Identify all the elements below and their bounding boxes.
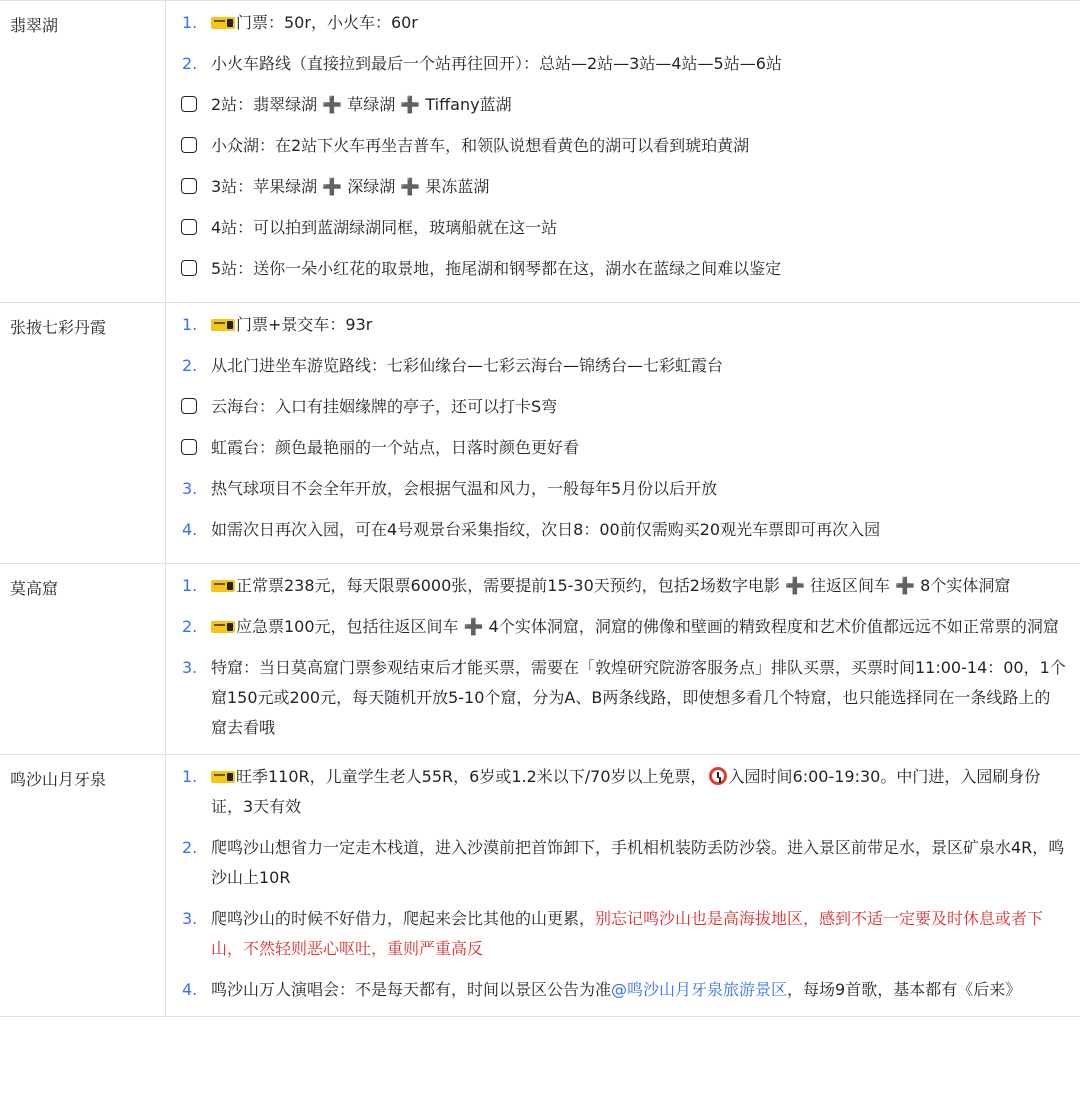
section-name: 张掖七彩丹霞 [0,303,166,563]
list-number: 4. [182,520,198,539]
list-item [180,571,1066,612]
checkbox[interactable] [181,96,197,112]
list-item [180,904,1066,975]
section-body [166,1,1080,302]
list-number: 2. [182,838,198,857]
item-text: 8个实体洞窟 [915,576,1011,595]
item-text: 爬鸣沙山的时候不好借力，爬起来会比其他的山更累， [211,909,596,928]
item-text: 热气球项目不会全年开放，会根据气温和风力，一般每年5月份以后开放 [211,479,718,498]
list-item [180,833,1066,904]
list-number: 1. [182,315,198,334]
list-item [180,8,1066,49]
plus-icon: ➕ [400,95,421,114]
item-text: 旺季110R，儿童学生老人55R，6岁或1.2米以下/70岁以上免票， [236,767,707,786]
list-number: 2. [182,54,198,73]
table-row [0,303,1080,564]
checkbox[interactable] [181,398,197,414]
list-number: 3. [182,909,198,928]
item-text: 小众湖：在2站下火车再坐吉普车，和领队说想看黄色的湖可以看到琥珀黄湖 [211,136,750,155]
checklist-item [180,213,1066,254]
table-row [0,564,1080,755]
list-number: 1. [182,13,198,32]
list-item [180,310,1066,351]
checklist-item [180,254,1066,295]
list-number: 1. [182,767,198,786]
ticket-icon [211,771,235,783]
list-number: 2. [182,356,198,375]
item-text: 深绿湖 [342,177,401,196]
item-text: 如需次日再次入园，可在4号观景台采集指纹，次日8：00前仅需购买20观光车票即可再次入园 [211,520,881,539]
ticket-icon [211,319,235,331]
item-text: 正常票238元，每天限票6000张，需要提前15-30天预约，包括2场数字电影 [236,576,786,595]
checkbox[interactable] [181,137,197,153]
checklist-item [180,392,1066,433]
item-text: 云海台：入口有挂姻缘牌的亭子，还可以打卡S弯 [211,397,558,416]
list-item [180,49,1066,90]
checklist-item [180,172,1066,213]
item-text: Tiffany蓝湖 [420,95,512,114]
section-body [166,564,1080,754]
item-text: 特窟：当日莫高窟门票参观结束后才能买票，需要在「敦煌研究院游客服务点」排队买票，买票时间11:00-14：00，1个窟150元或200元，每天随机开放5-10个窟，分为A、B两条线路，即使想多看几个特窟，也只能选择同在一条线路上的窟去看哦 [211,658,1066,737]
item-text: 门票：50r，小火车：60r [236,13,418,32]
list-item [180,762,1066,833]
list-item [180,653,1066,747]
checkbox[interactable] [181,439,197,455]
checkbox[interactable] [181,260,197,276]
plus-icon: ➕ [322,177,343,196]
item-text: 草绿湖 [342,95,401,114]
ticket-icon [211,580,235,592]
checkbox[interactable] [181,219,197,235]
plus-icon: ➕ [400,177,421,196]
item-text: 爬鸣沙山想省力一定走木栈道，进入沙漠前把首饰卸下，手机相机装防丢防沙袋。进入景区前带足水，景区矿泉水4R，鸣沙山上10R [211,838,1065,887]
ticket-icon [211,17,235,29]
list-item [180,515,1066,556]
plus-icon: ➕ [463,617,484,636]
item-text: 3站：苹果绿湖 [211,177,323,196]
section-name: 翡翠湖 [0,1,166,302]
mention-link[interactable]: @鸣沙山月牙泉旅游景区 [611,980,788,999]
section-name: 鸣沙山月牙泉 [0,755,166,1016]
list-number: 3. [182,658,198,677]
item-text: 5站：送你一朵小红花的取景地，拖尾湖和钢琴都在这，湖水在蓝绿之间难以鉴定 [211,259,782,278]
table-row [0,1,1080,303]
plus-icon: ➕ [785,576,805,595]
item-text: 鸣沙山万人演唱会：不是每天都有，时间以景区公告为准 [211,980,612,999]
item-text: 虹霞台：颜色最艳丽的一个站点，日落时颜色更好看 [211,438,580,457]
list-number: 4. [182,980,198,999]
list-item [180,474,1066,515]
alarm-clock-icon [709,767,727,785]
item-text: 果冻蓝湖 [420,177,490,196]
ticket-icon [211,621,235,633]
item-text: 应急票100元，包括往返区间车 [236,617,464,636]
section-body [166,755,1080,1016]
item-text: 别忘记鸣沙山也是高海拔地区，感到不适一定要及时休息或者下山，不然轻则恶心呕吐，重则严重高反 [211,909,1044,958]
checkbox[interactable] [181,178,197,194]
item-text: 门票+景交车：93r [236,315,373,334]
section-body [166,303,1080,563]
table-row [0,755,1080,1017]
checklist-item [180,131,1066,172]
list-item [180,975,1066,1009]
item-text: 4站：可以拍到蓝湖绿湖同框，玻璃船就在这一站 [211,218,558,237]
item-text: 4个实体洞窟，洞窟的佛像和壁画的精致程度和艺术价值都远远不如正常票的洞窟 [483,617,1059,636]
list-number: 1. [182,576,198,595]
item-text: 2站：翡翠绿湖 [211,95,323,114]
list-item [180,612,1066,653]
list-number: 3. [182,479,198,498]
section-name: 莫高窟 [0,564,166,754]
list-number: 2. [182,617,198,636]
checklist-item [180,433,1066,474]
item-text: 小火车路线（直接拉到最后一个站再往回开）：总站—2站—3站—4站—5站—6站 [211,54,782,73]
item-text: 从北门进坐车游览路线：七彩仙缘台—七彩云海台—锦绣台—七彩虹霞台 [211,356,724,375]
item-text: 往返区间车 [804,576,896,595]
plus-icon: ➕ [322,95,343,114]
checklist-item [180,90,1066,131]
list-item [180,351,1066,392]
plus-icon: ➕ [895,576,916,595]
item-text: 入园时间6:00-19:30。中门进，入园刷身份证，3天有效 [211,767,1041,816]
item-text: ，每场9首歌，基本都有《后来》 [787,980,1022,999]
